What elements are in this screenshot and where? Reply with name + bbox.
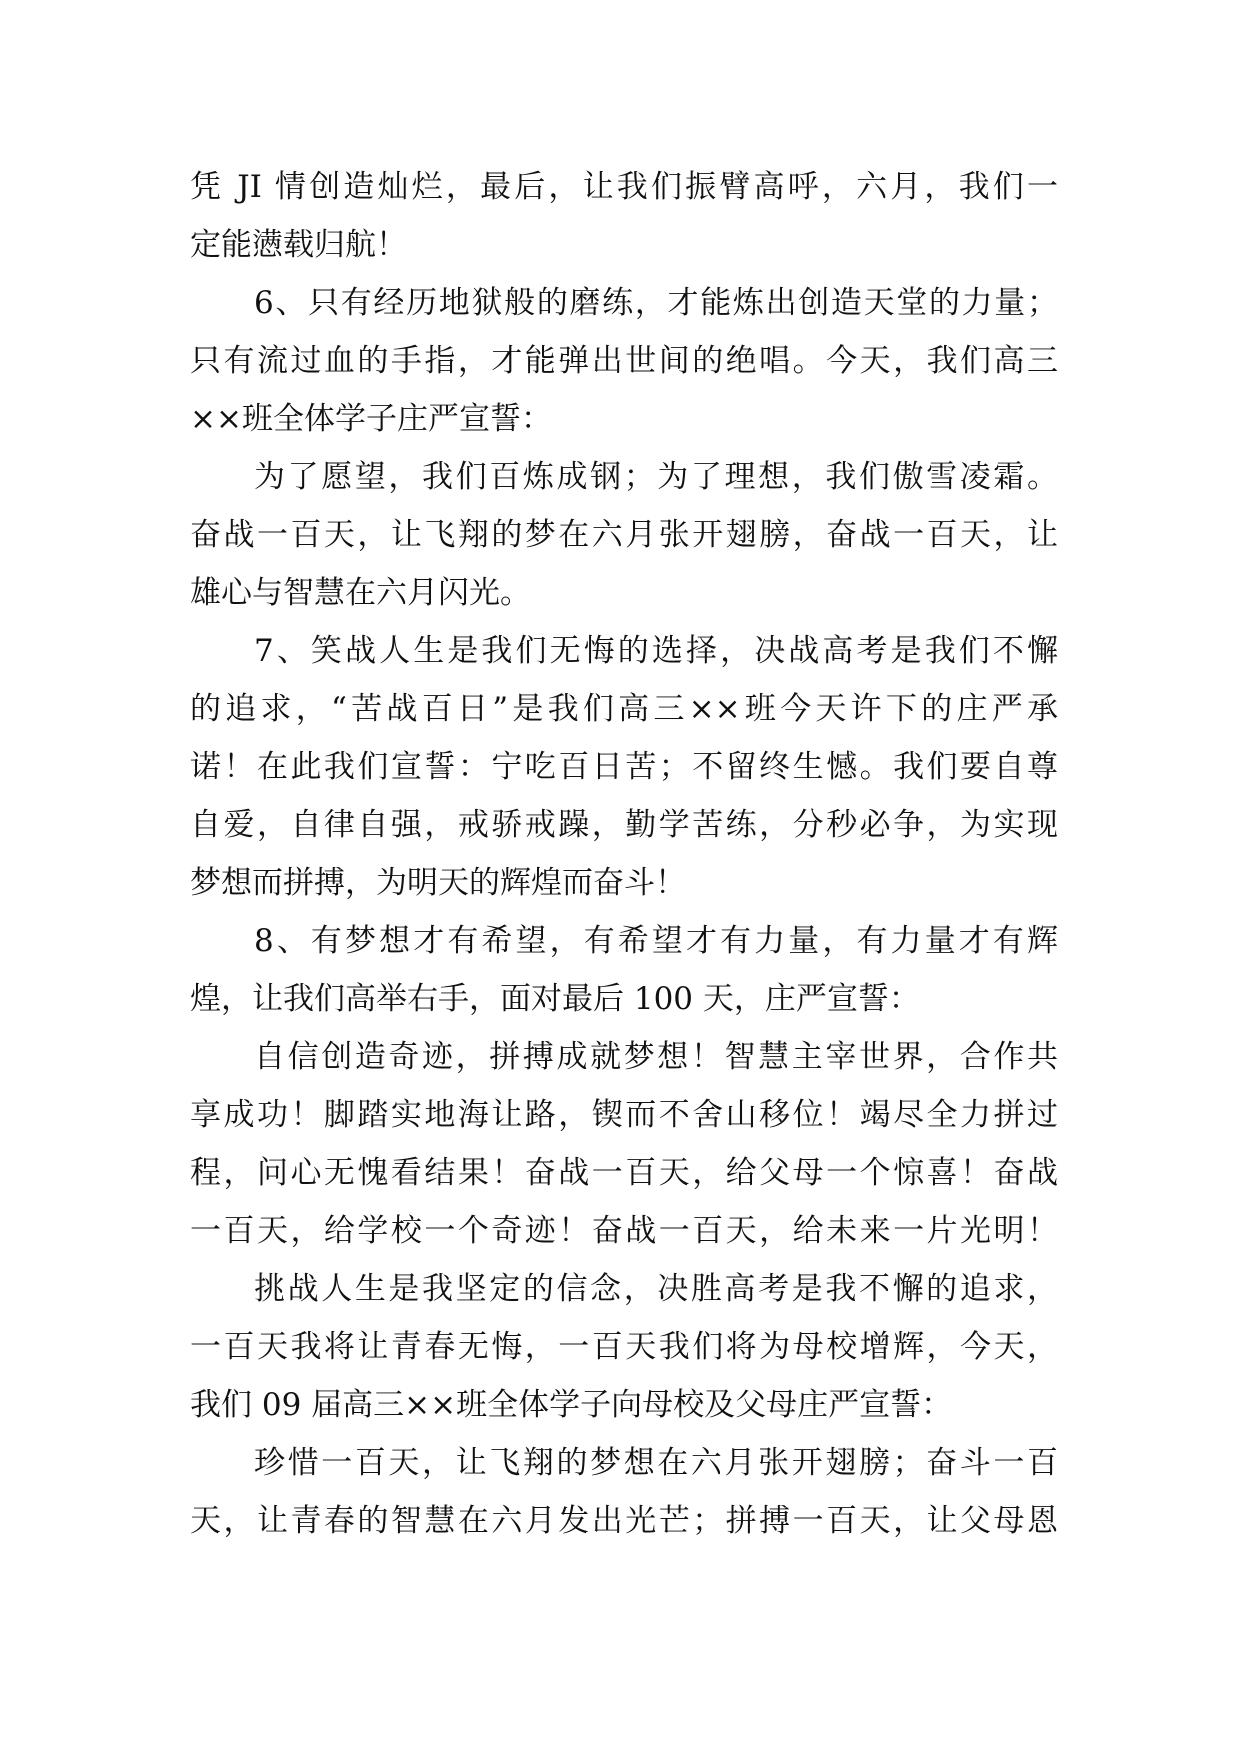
text-line: 为了愿望，我们百炼成钢；为了理想，我们傲雪凌霜。 [254, 459, 1058, 495]
text-line: 只有流过血的手指，才能弹出世间的绝唱。今天，我们高三 [190, 343, 1058, 379]
text-line: 的追求，“苦战百日”是我们高三××班今天许下的庄严承 [190, 691, 1058, 727]
text-line: 一百天我将让青春无悔，一百天我们将为母校增辉，今天， [190, 1329, 1058, 1365]
text-line: 定能懑载归航！ [190, 227, 407, 263]
text-line: 自爱，自律自强，戒骄戒躁，勤学苦练，分秒必争，为实现 [190, 807, 1058, 843]
document-body [190, 158, 1058, 1550]
text-line: 挑战人生是我坚定的信念，决胜高考是我不懈的追求， [254, 1271, 1058, 1307]
text-line: 自信创造奇迹，拼搏成就梦想！智慧主宰世界，合作共 [254, 1039, 1058, 1075]
text-line: 诺！在此我们宣誓：宁吃百日苦；不留终生憾。我们要自尊 [190, 749, 1058, 785]
text-line: 一百天，给学校一个奇迹！奋战一百天，给未来一片光明！ [190, 1213, 1058, 1249]
text-line: ××班全体学子庄严宣誓： [190, 401, 552, 437]
text-line: 天，让青春的智慧在六月发出光芒；拼搏一百天，让父母恩 [190, 1503, 1058, 1539]
text-line: 7、笑战人生是我们无悔的选择，决战高考是我们不懈 [254, 633, 1058, 669]
text-line: 梦想而拼搏，为明天的辉煌而奋斗！ [190, 865, 686, 901]
text-line: 珍惜一百天，让飞翔的梦想在六月张开翅膀；奋斗一百 [254, 1445, 1058, 1481]
text-line: 煌，让我们高举右手，面对最后 100 天，庄严宣誓： [190, 981, 920, 1017]
text-line: 奋战一百天，让飞翔的梦在六月张开翅膀，奋战一百天，让 [190, 517, 1058, 553]
text-line: 雄心与智慧在六月闪光。 [190, 575, 531, 611]
text-line: 我们 09 届高三××班全体学子向母校及父母庄严宣誓： [190, 1387, 953, 1423]
text-line: 凭 JI 情创造灿烂，最后，让我们振臂高呼，六月，我们一 [190, 169, 1058, 205]
text-line: 享成功！脚踏实地海让路，锲而不舍山移位！竭尽全力拼过 [190, 1097, 1058, 1133]
text-line: 程，问心无愧看结果！奋战一百天，给父母一个惊喜！奋战 [190, 1155, 1058, 1191]
text-line: 6、只有经历地狱般的磨练，才能炼出创造天堂的力量； [254, 285, 1058, 321]
text-line: 8、有梦想才有希望，有希望才有力量，有力量才有辉 [254, 923, 1058, 959]
